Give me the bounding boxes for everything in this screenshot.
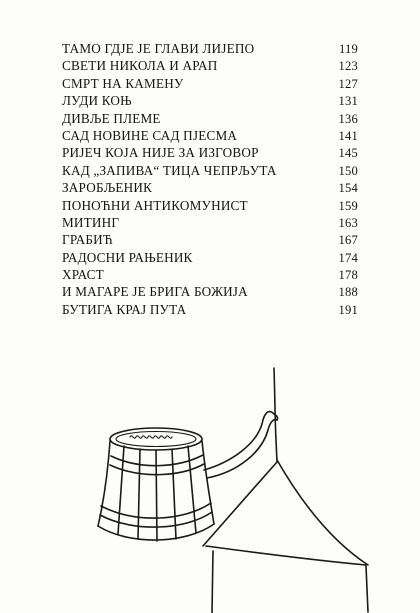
toc-entry-page: 131 xyxy=(338,94,358,109)
toc-entry-page: 141 xyxy=(338,128,358,143)
toc-entry xyxy=(62,144,358,161)
toc-entry xyxy=(62,40,358,57)
toc-entry-page: 163 xyxy=(338,215,358,230)
toc-entry-page: 178 xyxy=(338,268,358,283)
toc-entry xyxy=(62,92,358,109)
mug-rim-scribble xyxy=(130,436,172,438)
toc-entry-page: 127 xyxy=(338,76,358,91)
toc-entry-title: ТАМО ГДЈЕ ЈЕ ГЛАВИ ЛИЈЕПО xyxy=(62,41,255,56)
mug-stave xyxy=(118,446,124,534)
toc-entry-page: 191 xyxy=(338,302,358,317)
table-of-contents xyxy=(62,40,358,318)
toc-entry xyxy=(62,57,358,74)
toc-entry xyxy=(62,110,358,127)
toc-entry xyxy=(62,197,358,214)
toc-entry xyxy=(62,266,358,283)
toc-entry-title: САД НОВИНЕ САД ПЈЕСМА xyxy=(62,127,238,143)
toc-entry-page: 154 xyxy=(338,181,358,196)
toc-entry-page: 119 xyxy=(338,42,358,56)
mug-left-side xyxy=(98,441,110,526)
toc-entry-title: И МАГАРЕ ЈЕ БРИГА БОЖИЈА xyxy=(62,284,248,300)
toc-entry-title: МИТИНГ xyxy=(62,214,120,230)
toc-entry xyxy=(62,249,358,266)
toc-entry-page: 150 xyxy=(338,163,358,178)
toc-entry-title: ЛУДИ КОЊ xyxy=(62,93,132,109)
toc-entry-title: ДИВЉЕ ПЛЕМЕ xyxy=(62,110,161,126)
mug-stave xyxy=(188,446,196,533)
toc-entry-page: 123 xyxy=(338,59,358,74)
mug-stave xyxy=(138,449,140,539)
mug-stave xyxy=(172,449,176,539)
mug-bottom xyxy=(98,524,214,540)
toc-entry-title: ПОНОЋНИ АНТИКОМУНИСТ xyxy=(62,197,248,213)
toc-entry-page: 145 xyxy=(338,146,358,161)
table-leg-line xyxy=(212,551,213,613)
toc-entry-page: 174 xyxy=(338,250,358,265)
toc-entry xyxy=(62,75,358,92)
toc-entry-title: БУТИГА КРАЈ ПУТА xyxy=(62,301,187,317)
toc-entry-page: 159 xyxy=(338,198,358,213)
toc-entry xyxy=(62,162,358,179)
table-right-side xyxy=(366,566,368,612)
toc-entry-title: СМРТ НА КАМЕНУ xyxy=(62,75,184,91)
table-top-left-edge xyxy=(203,462,277,546)
table-top-right-edge xyxy=(277,460,368,565)
toc-entry-page: 188 xyxy=(338,285,358,300)
toc-entry xyxy=(62,231,358,248)
toc-entry-title: ГРАБИЋ xyxy=(62,232,113,248)
toc-entry-page: 136 xyxy=(338,111,358,126)
mug-handle-end xyxy=(274,414,278,420)
mug-hoop-bottom-upper xyxy=(101,503,211,518)
toc-entry xyxy=(62,179,358,196)
toc-entry-title: СВЕТИ НИКОЛА И АРАП xyxy=(62,58,218,74)
toc-entry-page: 167 xyxy=(338,233,358,248)
mug-rim-inner xyxy=(116,432,196,447)
toc-entry xyxy=(62,283,358,300)
mug-hoop-top-upper xyxy=(111,455,203,466)
mug-hoop-top-lower xyxy=(110,464,204,475)
wall-corner-line xyxy=(274,368,277,462)
mug-handle-inner xyxy=(207,419,277,478)
toc-entry xyxy=(62,301,358,318)
mug-handle-outer xyxy=(204,412,274,470)
toc-entry-title: ХРАСТ xyxy=(62,267,104,283)
toc-entry-title: ЗАРОБЉЕНИК xyxy=(62,180,153,196)
table-front-edge xyxy=(206,546,366,565)
mug-stave xyxy=(156,450,157,541)
mug-rim xyxy=(110,428,202,450)
mug-hoop-bottom-lower xyxy=(100,512,212,527)
mug-right-side xyxy=(202,441,214,524)
toc-entry-title: РИЈЕЧ КОЈА НИЈЕ ЗА ИЗГОВОР xyxy=(62,145,259,161)
toc-entry-title: КАД „ЗАПИВА“ ТИЦА ЧЕПРЉУТА xyxy=(62,162,277,178)
toc-entry xyxy=(62,127,358,144)
toc-entry xyxy=(62,214,358,231)
toc-entry-title: РАДОСНИ РАЊЕНИК xyxy=(62,249,193,265)
